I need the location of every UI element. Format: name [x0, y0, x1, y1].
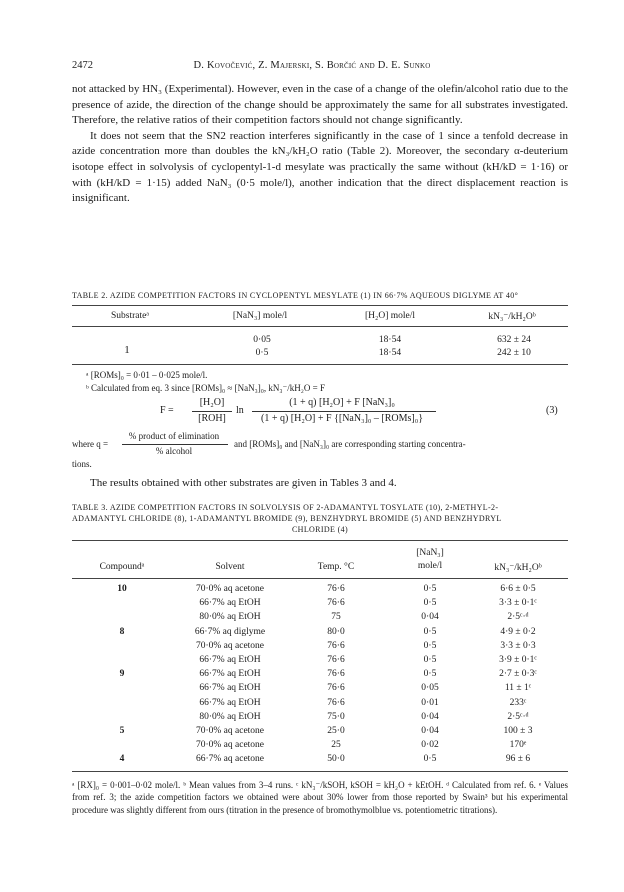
table3-cell-solvent: 66·7% aq EtOH	[199, 697, 261, 708]
table3-cell-nan3: 0·05	[421, 683, 439, 694]
table2-bottom-rule	[72, 364, 568, 365]
table3-cell-solvent: 70·0% aq acetone	[195, 740, 265, 751]
table2-header-k: kN₃⁻/kH₂Oᵇ	[488, 312, 536, 322]
table3-cell-compound: 5	[119, 726, 125, 736]
table3-cell-nan3: 0·04	[421, 612, 439, 623]
table3-cell-k: 2·5ᶜ·ᵈ	[507, 612, 529, 623]
table3-cell-solvent: 70·0% aq acetone	[195, 726, 265, 736]
table2-footnote-a: ᵃ [ROMs]₀ = 0·01 – 0·025 mole/l.	[86, 370, 208, 380]
table3-cell-nan3: 0·5	[423, 669, 437, 680]
table3-cell-compound: 9	[119, 669, 125, 680]
equation-fraction-bar	[192, 411, 232, 412]
table3-header-nan3-line1: [NaN₃]	[416, 548, 444, 558]
transition-paragraph: The results obtained with other substrates are given in Tables 3 and 4.	[90, 477, 397, 489]
table2-cell: 632 ± 24	[497, 335, 531, 345]
where-q-label: where q =	[72, 439, 109, 449]
table3-header-nan3-line2: mole/l	[417, 561, 443, 571]
table3-header-compound: Compoundᵃ	[99, 562, 145, 572]
table2-cell: 242 ± 10	[497, 348, 531, 358]
table2-caption: TABLE 2. AZIDE COMPETITION FACTORS IN CYCLOPENTYL MESYLATE (1) IN 66·7% AQUEOUS DIGLYME AT 40°	[72, 291, 519, 300]
table3-header-rule	[72, 578, 568, 579]
table3-cell-solvent: 66·7% aq diglyme	[194, 626, 266, 637]
table3-cell-temp: 76·6	[327, 697, 345, 708]
table3-cell-nan3: 0·5	[423, 584, 437, 594]
table3-cell-temp: 76·6	[327, 640, 345, 651]
equation-numerator-2: (1 + q) [H₂O] + F [NaN₃]₀	[289, 397, 395, 408]
table3-top-rule	[72, 540, 568, 541]
q-denominator: % alcohol	[155, 446, 193, 456]
table3-cell-nan3: 0·5	[423, 626, 437, 637]
table3-cell-solvent: 66·7% aq EtOH	[199, 669, 261, 680]
table3-caption-line1: TABLE 3. AZIDE COMPETITION FACTORS IN SOLVOLYSIS OF 2-ADAMANTYL TOSYLATE (10), 2-METHYL-2-	[72, 503, 499, 512]
table3-cell-temp: 25·0	[327, 726, 345, 736]
table3-cell-solvent: 66·7% aq acetone	[195, 754, 265, 765]
table2-footnote-b: ᵇ Calculated from eq. 3 since [ROMs]₀ ≈ [NaN₃]₀, kN₃⁻/kH₂O = F	[86, 383, 325, 393]
table3-header-temp: Temp. °C	[317, 562, 355, 572]
table3-cell-temp: 76·6	[327, 683, 345, 694]
table3-cell-compound: 8	[119, 626, 125, 637]
table3-cell-k: 6·6 ± 0·5	[500, 584, 536, 594]
table3-cell-k: 3·9 ± 0·1ᶜ	[499, 655, 537, 665]
paragraph-1: not attacked by HN₃ (Experimental). However, even in the case of a change of the olefin/alcohol ratio due to the presence of azide, the direction of the change should be approximately the same for all substrates investigated. Therefore, the relative ratios of their competition factors should not change significantly.	[72, 83, 568, 127]
table3-cell-k: 2·7 ± 0·3ᶜ	[499, 669, 537, 680]
equation-numerator-1: [H₂O]	[199, 397, 225, 408]
table3-cell-k: 4·9 ± 0·2	[500, 626, 536, 637]
table2-top-rule	[72, 305, 568, 306]
running-header-authors: D. Kovočević, Z. Majerski, S. Borčić and D. E. Sunko	[193, 60, 431, 71]
table3-cell-compound: 4	[119, 754, 125, 765]
table2-header-rule	[72, 326, 568, 327]
table3-cell-compound: 10	[117, 584, 127, 594]
table3-cell-nan3: 0·04	[421, 726, 439, 736]
where-end: tions.	[72, 459, 92, 469]
table3-cell-nan3: 0·5	[423, 754, 437, 765]
table3-caption-line2: ADAMANTYL CHLORIDE (8), 1-ADAMANTYL BROMIDE (9), BENZHYDRYL BROMIDE (5) AND BENZHYDRYL	[72, 514, 502, 523]
table3-cell-k: 3·3 ± 0·1ᶜ	[499, 598, 537, 609]
table3-cell-temp: 76·6	[327, 655, 345, 665]
table3-cell-temp: 76·6	[327, 669, 345, 680]
table3-cell-solvent: 80·0% aq EtOH	[199, 612, 261, 623]
table2-header-h2o: [H₂O] mole/l	[364, 311, 416, 321]
table3-cell-solvent: 66·7% aq EtOH	[199, 598, 261, 609]
table3-cell-nan3: 0·5	[423, 655, 437, 665]
where-rest: and [ROMs]₀ and [NaN₃]₀ are corresponding starting concentra-	[234, 439, 466, 449]
table2-header-nan3: [NaN₃] mole/l	[232, 311, 288, 321]
table3-cell-temp: 75·0	[327, 711, 345, 722]
equation-f-label: F =	[160, 405, 174, 416]
table3-bottom-rule	[72, 771, 568, 772]
table3-cell-nan3: 0·5	[423, 598, 437, 609]
table3-cell-k: 170ᵉ	[509, 740, 527, 751]
table2-header-substrate: Substrateᵃ	[111, 311, 149, 321]
table3-cell-temp: 76·6	[327, 598, 345, 609]
table3-cell-solvent: 66·7% aq EtOH	[199, 683, 261, 694]
table2-cell: 18·54	[378, 348, 402, 358]
table2-cell: 18·54	[378, 335, 402, 345]
table3-cell-nan3: 0·5	[423, 640, 437, 651]
table2-substrate-cell: 1	[124, 344, 130, 356]
table3-cell-nan3: 0·01	[421, 697, 439, 708]
equation-denominator-1: [ROH]	[198, 413, 226, 424]
table3-cell-temp: 75	[331, 612, 341, 623]
table3-cell-temp: 50·0	[327, 754, 345, 765]
paragraph-2: It does not seem that the SN2 reaction interferes significantly in the case of 1 since a tenfold decrease in azide concentration more than doubles the kN₃/kH₂O ratio (Table 2). Moreover, the secondary α-deuterium isotope effect in solvolysis of cyclopentyl-1-d mesylate was practically the same without (kH/kD = 1·16) or with (kH/kD = 1·15) added NaN₃ (0·5 mole/l), another indication that the direct displacement reaction is insignificant.	[72, 129, 568, 205]
table3-cell-k: 233ᶜ	[509, 697, 527, 708]
table3-header-k: kN₃⁻/kH₂Oᵇ	[494, 563, 542, 573]
table3-cell-k: 11 ± 1ᶜ	[504, 683, 532, 694]
equation-denominator-2: (1 + q) [H₂O] + F {[NaN₃]₀ – [ROMs]₀}	[260, 413, 424, 424]
table3-cell-solvent: 70·0% aq acetone	[195, 640, 265, 651]
q-numerator: % product of elimination	[128, 431, 220, 441]
equation-ln: ln	[236, 405, 244, 416]
table3-footnote: ᵃ [RX]₀ = 0·001–0·02 mole/l. ᵇ Mean values from 3–4 runs. ᶜ kN₃⁻/kSOH, kSOH = kH₂O + kEtOH. ᵈ Calculated from ref. 6. ᵉ Values from ref. 3; the azide competition factors we obtained were about 30% lower from those reported by Swain³ but his experimental procedure was slightly different from ours (titration in the presence of bromothymolblue vs. potentiometric titrations).	[72, 780, 568, 815]
table3-header-solvent: Solvent	[215, 562, 245, 572]
table3-cell-k: 96 ± 6	[505, 754, 531, 765]
table3-cell-temp: 25	[331, 740, 341, 751]
equation-number: (3)	[546, 405, 558, 416]
table3-cell-k: 3·3 ± 0·3	[500, 640, 536, 651]
equation-fraction-bar	[252, 411, 436, 412]
table2-cell: 0·5	[255, 348, 269, 358]
table3-caption-line3: CHLORIDE (4)	[292, 525, 348, 534]
table3-cell-solvent: 70·0% aq acetone	[195, 584, 265, 594]
table3-cell-nan3: 0·04	[421, 711, 439, 722]
table3-cell-k: 100 ± 3	[503, 726, 533, 736]
table3-cell-temp: 80·0	[327, 626, 345, 637]
table3-cell-solvent: 66·7% aq EtOH	[199, 655, 261, 665]
table3-cell-solvent: 80·0% aq EtOH	[199, 711, 261, 722]
table3-cell-nan3: 0·02	[421, 740, 439, 751]
intro-text	[72, 82, 568, 207]
table2-cell: 0·05	[253, 335, 271, 345]
table3-cell-k: 2·5ᶜ·ᵈ	[507, 711, 529, 722]
table3-cell-temp: 76·6	[327, 584, 345, 594]
page-number: 2472	[72, 60, 93, 71]
q-fraction-bar	[122, 444, 228, 445]
